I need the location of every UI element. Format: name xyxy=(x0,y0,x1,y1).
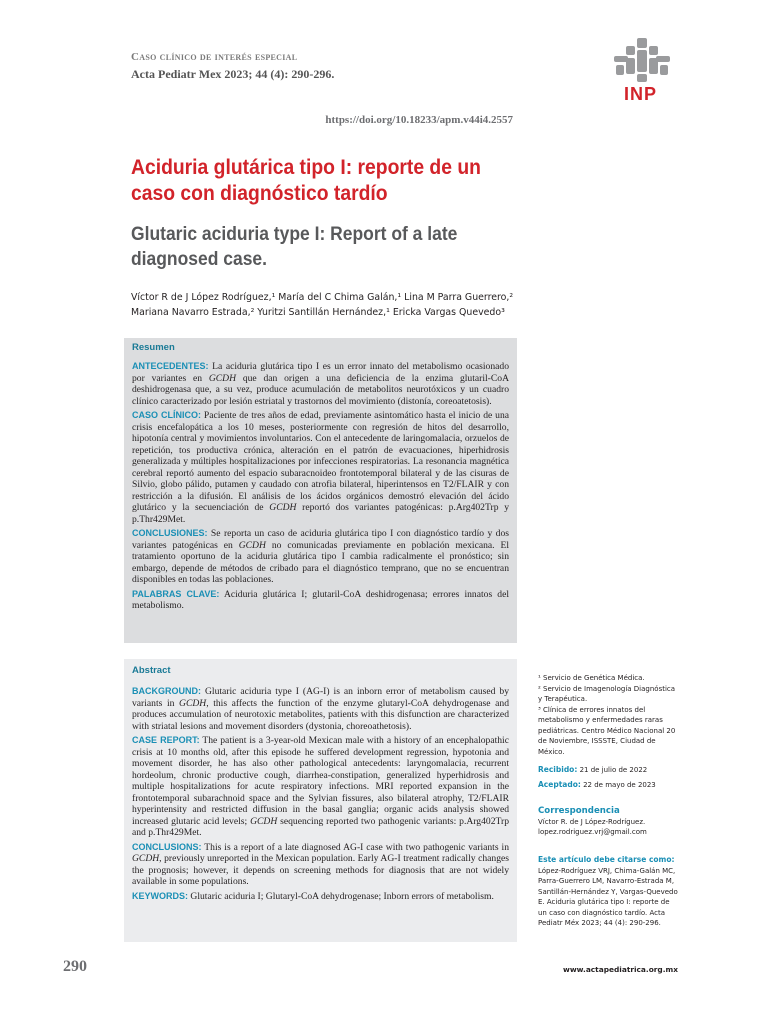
accepted-label: Aceptado: xyxy=(538,780,581,789)
gene-name: GCDH xyxy=(238,539,266,551)
received-value: 21 de julio de 2022 xyxy=(577,766,648,774)
title-english: Glutaric aciduria type I: Report of a late diagnosed case. xyxy=(131,224,458,270)
keywords-paragraph xyxy=(132,891,509,903)
abstract-box xyxy=(124,659,517,942)
authors-line-2: Mariana Navarro Estrada,² Yuritzi Santillán Hernández,¹ Ericka Vargas Quevedo³ xyxy=(131,307,505,318)
background-paragraph xyxy=(132,686,509,732)
citation-label: Este artículo debe citarse como: xyxy=(538,855,675,864)
antecedentes-keyword: ANTECEDENTES: xyxy=(132,361,209,371)
accepted-date xyxy=(538,780,678,791)
accepted-value: 22 de mayo de 2023 xyxy=(580,781,656,789)
conclusiones-text-a: Se reporta un caso de aciduria glutárica tipo I con diagnóstico tardío y dos variantes patogénicas en xyxy=(132,528,509,551)
received-date xyxy=(538,765,678,776)
correspondence-name: Víctor R. de J López-Rodríguez. xyxy=(538,817,646,826)
conclusiones-keyword: CONCLUSIONES: xyxy=(132,528,208,538)
gene-name: GCDH xyxy=(269,502,297,513)
citation xyxy=(538,855,678,929)
conclusiones-paragraph xyxy=(132,528,509,586)
affiliation-2: ² Servicio de Imagenología Diagnóstica y Terapéutica. xyxy=(538,684,676,703)
keywords-text: Glutaric aciduria I; Glutaryl-CoA dehydrogenase; Inborn errors of metabolism. xyxy=(188,890,494,902)
gene-name: GCDH xyxy=(179,697,207,709)
doi-link[interactable]: https://doi.org/10.18233/apm.v44i4.2557 xyxy=(325,114,513,126)
citation-text: López-Rodríguez VRJ, Chima-Galán MC, Parra-Guerrero LM, Navarro-Estrada M, Santillán-Hernández Y, Vargas-Quevedo E. Aciduria glutárica tipo I: reporte de un caso con diagnóstico tardío. Acta Pediatr Méx 2023; 44 (4): 290-296. xyxy=(538,866,678,927)
caso-text-b: reportó dos variantes patogénicas: p.Arg402Trp y p.Thr429Met. xyxy=(132,502,509,525)
case-report-paragraph xyxy=(132,735,509,839)
page-number: 290 xyxy=(63,958,87,975)
affiliation-1: ¹ Servicio de Genética Médica. xyxy=(538,674,645,682)
antecedentes-text-a: La aciduria glutárica tipo I es un error innato del metabolismo ocasionado por variantes en xyxy=(132,361,509,384)
inp-logo-text: INP xyxy=(624,84,658,104)
correspondence xyxy=(538,806,678,838)
conclusions-paragraph xyxy=(132,842,509,888)
keywords-keyword: KEYWORDS: xyxy=(132,890,188,901)
caso-text-a: Paciente de tres años de edad, previamente asintomático hasta el inicio de una crisis encefalopática a los 10 meses, posteriormente con regresión de hitos del desarrollo, hipotonía central y movimientos involuntarios. Con el antecedente de laringomalacia, orzuelos de repetición, tos productiva crónica, alteración en el patrón de evacuaciones, hiperhidrosis generalizada y múltiples hospitalizaciones por infecciones respiratorias. La resonancia magnética cerebral reportó aumento del espacio subaracnoideo frontotemporal bilateral y de las cisuras de Silvio, globo pálido, putamen y caudado con atrofia bilateral, hiperintensos en T2/FLAIR y con restricción a la difusión. El análisis de los ácidos orgánicos demostró elevación del ácido glutárico y la secuenciación de xyxy=(132,410,509,513)
affiliations xyxy=(538,673,678,757)
title-spanish: Aciduria glutárica tipo I: reporte de un caso con diagnóstico tardío xyxy=(131,156,481,205)
background-text-a: Glutaric aciduria type I (AG-I) is an inborn error of metabolism caused by variants in xyxy=(132,686,509,709)
conclusions-keyword: CONCLUSIONS: xyxy=(132,841,202,852)
correspondence-email[interactable]: lopez.rodriguez.vrj@gmail.com xyxy=(538,828,647,836)
correspondence-label: Correspondencia xyxy=(538,806,620,816)
conclusiones-text-b: no comunicadas previamente en población mexicana. El tratamiento oportuno de la aciduria glutárica tipo I cambia radicalmente el pronóstico; sin embargo, depende de métodos de cribado para el diagnóstico temprano, que no se encuentran disponibles en todas las poblaciones. xyxy=(132,539,509,585)
caso-paragraph xyxy=(132,410,509,525)
case-report-text-a: The patient is a 3-year-old Mexican male with a history of an encephalopathic crisis at 10 months old, after this episode he suffered development regression, hypotonia and movement disorder, he has also other pathological antecedents: laryngomalacia, recurrent hordeolum, chronic productive cough, diarrhea-constipation, generalized hyperhidrosis and multiple hospitalizations for acute respiratory infections. MRI reported expansion in the frontotemporal subarachnoid space and the Sylvian fissures, also bilateral atrophy, T2/FLAIR hyperintensity and restricted diffusion in the basal ganglia; organic acids analysis showed increased glutaric acid levels; xyxy=(132,735,509,827)
background-keyword: BACKGROUND: xyxy=(132,686,201,696)
antecedentes-paragraph xyxy=(132,361,509,407)
section-label: Caso clínico de interés especial xyxy=(131,51,298,63)
case-report-keyword: CASE REPORT: xyxy=(132,735,200,745)
gene-name: GCDH, xyxy=(132,853,162,864)
abstract-label: Abstract xyxy=(132,665,171,676)
case-report-text-b: sequencing reported two pathogenic variants: p.Arg402Trp and p.Thr429Met. xyxy=(132,815,510,838)
caso-keyword: CASO CLÍNICO: xyxy=(132,410,201,420)
background-text-b: , this affects the function of the enzyme glutaryl-CoA dehydrogenase and produces accumulation of neurotoxic metabolites, patients with this disfunction are characterized with striatal lesions and movement disorders (dystonia, choreoathetosis). xyxy=(132,697,509,732)
palabras-clave-text: Aciduria glutárica I; glutaril-CoA deshidrogenasa; errores innatos del metabolismo. xyxy=(132,588,509,611)
authors xyxy=(131,290,551,320)
website-link[interactable]: www.actapediatrica.org.mx xyxy=(563,965,678,974)
palabras-clave-paragraph xyxy=(132,589,509,612)
antecedentes-text-b: que dan origen a una deficiencia de la enzima glutaril-CoA deshidrogenasa que, a su vez, produce acumulación de metabolitos neurotóxicos y un cuadro clínico caracterizado por lesión estriatal y trastornos del movimiento (distonía, coreoatetosis). xyxy=(132,372,510,407)
resumen-box xyxy=(124,338,517,643)
gene-name: GCDH xyxy=(208,372,237,384)
affiliation-3: ³ Clínica de errores innatos del metabolismo y enfermedades raras pediátricas. Centro Médico Nacional 20 de Noviembre, ISSSTE, Ciudad de México. xyxy=(538,705,676,756)
journal-reference: Acta Pediatr Mex 2023; 44 (4): 290-296. xyxy=(131,67,335,81)
conclusions-text-b: previously unreported in the Mexican population. Early AG-I treatment radically changes the prognosis; however, it depends on screening methods for diagnosis that are not widely available in some populations. xyxy=(132,853,509,887)
conclusions-text-a: This is a report of a late diagnosed AG-I case with two pathogenic variants in xyxy=(201,841,509,853)
authors-line-1: Víctor R de J López Rodríguez,¹ María del C Chima Galán,¹ Lina M Parra Guerrero,² xyxy=(131,292,514,303)
resumen-label: Resumen xyxy=(132,342,175,353)
palabras-clave-keyword: PALABRAS CLAVE: xyxy=(132,588,220,599)
inp-logo xyxy=(610,36,674,108)
received-label: Recibido: xyxy=(538,765,578,774)
gene-name: GCDH xyxy=(250,815,278,827)
